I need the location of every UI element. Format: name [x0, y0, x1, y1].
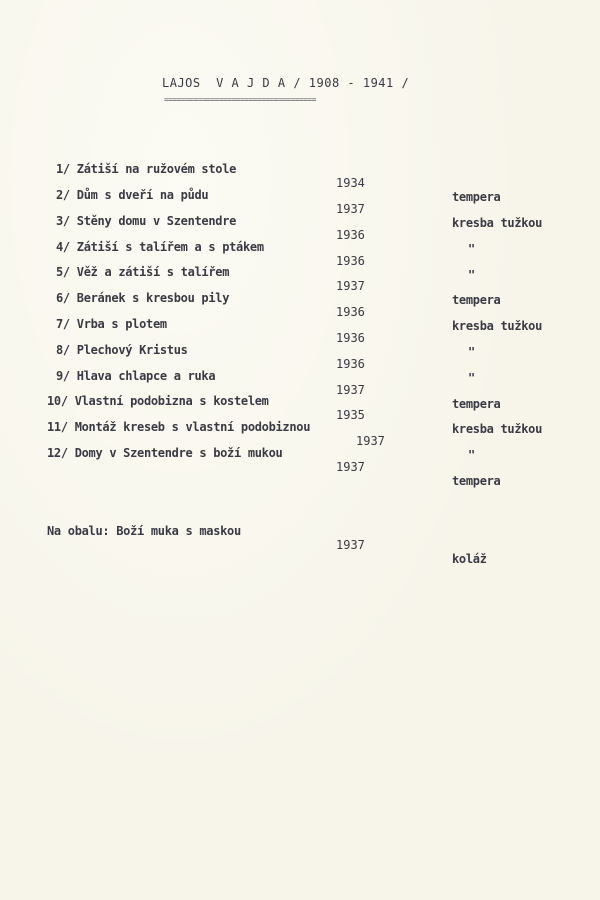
item-title: 4/ Zátiší s talířem a s ptákem [56, 240, 264, 254]
item-year: 1937 [336, 202, 365, 216]
item-year: 1934 [336, 176, 365, 190]
item-technique: tempera [452, 293, 501, 307]
item-year: 1936 [336, 357, 365, 371]
item-title: 12/ Domy v Szentendre s boží mukou [47, 446, 283, 460]
item-title: 2/ Dům s dveří na půdu [56, 188, 209, 202]
item-title: 9/ Hlava chlapce a ruka [56, 369, 216, 383]
item-technique: kresba tužkou [452, 319, 543, 333]
title-underline: ==================================== [164, 95, 316, 104]
item-technique: " [468, 448, 475, 462]
item-title: 6/ Beránek s kresbou pily [56, 291, 230, 305]
item-title: 7/ Vrba s plotem [56, 317, 167, 331]
item-technique: kresba tužkou [452, 216, 543, 230]
item-year: 1937 [336, 279, 365, 293]
cover-technique: koláž [452, 552, 487, 566]
item-title: 11/ Montáž kreseb s vlastní podobiznou [47, 420, 311, 434]
item-year: 1936 [336, 331, 365, 345]
item-title: 3/ Stěny domu v Szentendre [56, 214, 237, 228]
item-title: 5/ Věž a zátiší s talířem [56, 265, 230, 279]
item-year: 1936 [336, 228, 365, 242]
item-title: 10/ Vlastní podobizna s kostelem [47, 394, 269, 408]
item-year: 1937 [356, 434, 385, 448]
item-technique: " [468, 345, 475, 359]
document-title: LAJOS V A J D A / 1908 - 1941 / [162, 76, 410, 90]
cover-year: 1937 [336, 538, 365, 552]
item-year: 1935 [336, 408, 365, 422]
item-year: 1937 [336, 383, 365, 397]
item-technique: tempera [452, 397, 501, 411]
cover-title: Na obalu: Boží muka s maskou [47, 524, 241, 538]
item-technique: " [468, 242, 475, 256]
item-year: 1936 [336, 305, 365, 319]
item-technique: " [468, 371, 475, 385]
item-technique: " [468, 268, 475, 282]
item-technique: kresba tužkou [452, 422, 543, 436]
list-item [0, 432, 501, 488]
item-technique: tempera [452, 474, 501, 488]
item-year: 1937 [336, 460, 365, 474]
item-title: 8/ Plechový Kristus [56, 343, 188, 357]
item-title: 1/ Zátiší na ružovém stole [56, 162, 237, 176]
item-technique: tempera [452, 190, 501, 204]
cover-item [0, 510, 487, 566]
item-year: 1936 [336, 254, 365, 268]
